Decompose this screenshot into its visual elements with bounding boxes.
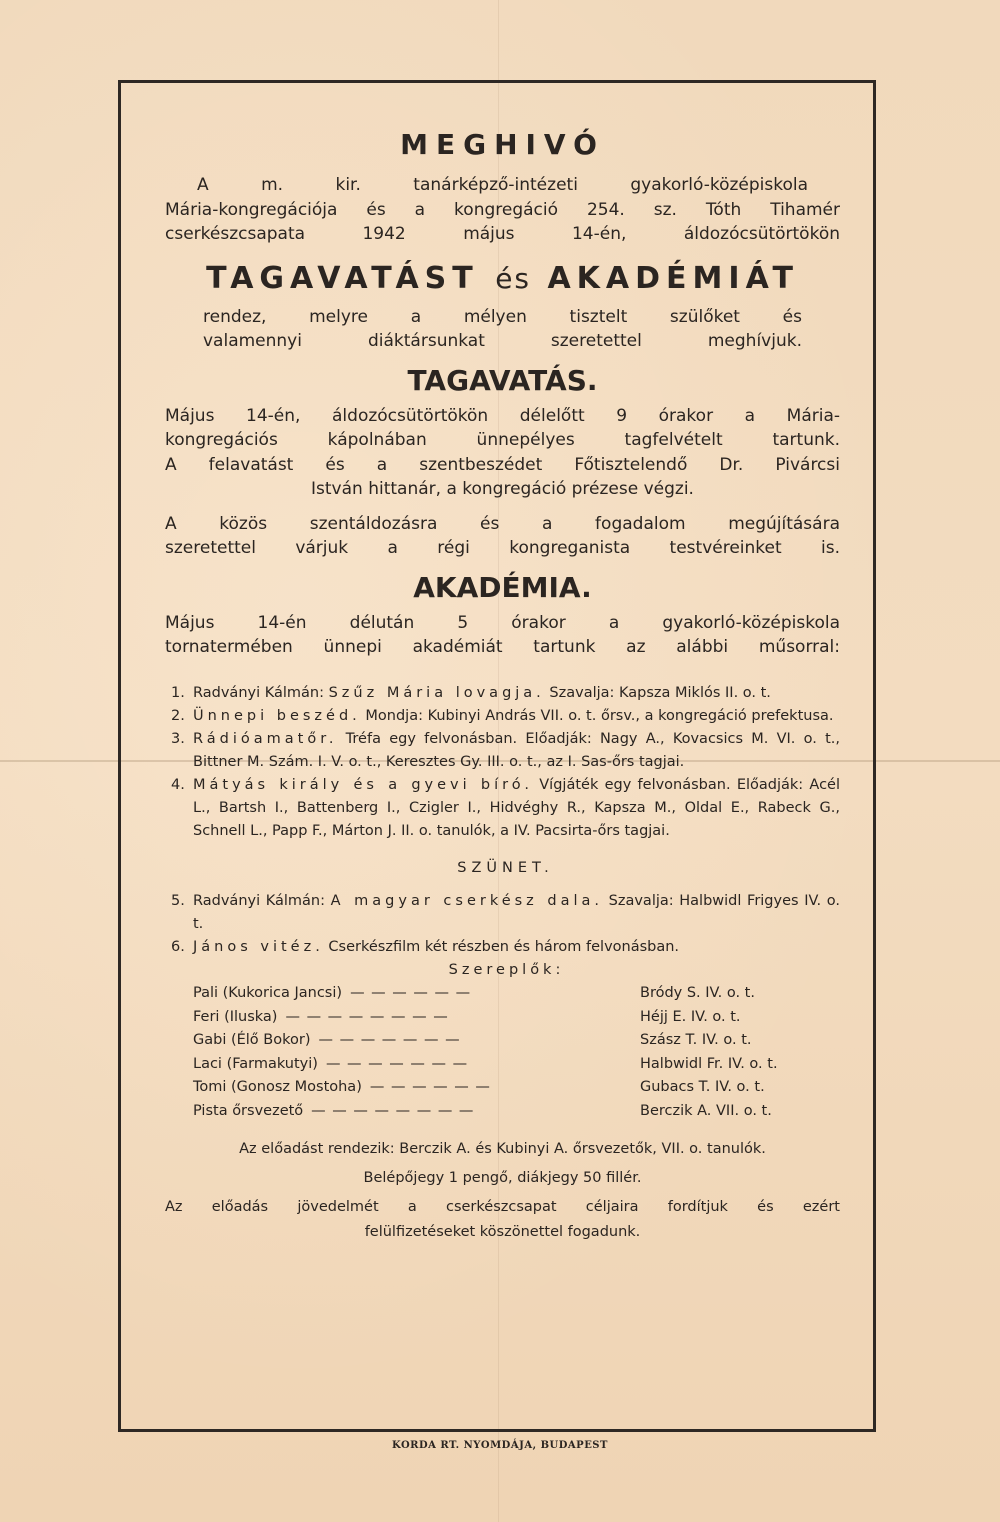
intro-line: A m. kir. tanárképző-intézeti gyakorló-középiskola [197,175,808,195]
program-item [171,936,840,959]
invitation-content [165,120,840,1245]
tagavatas-line: A felavatást és a szentbeszédet Főtisztelendő Dr. Pivárcsi [165,454,840,475]
program-details: Cserkészfilm két részben és három felvonásban. [323,938,680,955]
cast-actor: Gubacs T. IV. o. t. [640,1079,765,1095]
program-author: Radványi Kálmán: [193,892,331,909]
program-number: 2. [171,707,185,724]
program-text [193,774,840,843]
program-list [165,682,840,959]
cast-actor: Bródy S. IV. o. t. [640,985,755,1001]
program-author: Radványi Kálmán: [193,684,329,701]
program-text [193,936,840,959]
headline-part2: AKADÉMIÁT [547,260,799,296]
program-number: 3. [171,730,185,747]
footer-proceeds-line: felülfizetéseket köszönettel fogadunk. [364,1224,641,1240]
akademia-line: tornatermében ünnepi akadémiát tartunk az alábbi műsorral: [165,637,840,657]
cast-dashes: — — — — — — [350,985,472,1001]
cast-row [193,1076,840,1100]
program-item [171,682,840,705]
tagavatas-paragraph [165,404,840,561]
program-details: Szavalja: Halbwidl Frigyes IV. o. t. [193,892,840,932]
printer-imprint: KORDA RT. NYOMDÁJA, BUDAPEST [392,1440,608,1451]
cast-role: Feri (Iluska) [193,1008,278,1025]
program-details: Mondja: Kubinyi András VII. o. t. őrsv., a kongregáció prefektusa. [360,707,834,724]
cast-actor: Berczik A. VII. o. t. [640,1102,772,1119]
cast-list [165,959,840,1124]
program-details: Tréfa egy felvonásban. Előadják: Nagy A., Kovacsics M. VI. o. t., Bittner M. Szám. I. V. o. t., Keresztes Gy. III. o. t., az I. Sas-őrs tagjai. [193,730,840,770]
cast-role: Tomi (Gonosz Mostoha) [193,1079,362,1095]
cast-dashes: — — — — — — — — [285,1008,449,1025]
program-number: 4. [171,776,185,793]
section-heading-akademia: AKADÉMIA. [413,570,592,604]
akademia-line: Május 14-én délután 5 órakor a gyakorló-középiskola [165,612,840,633]
tagavatas-line: szeretettel várjuk a régi kongreganista testvéreinket is. [165,538,840,558]
program-title: A magyar cserkész dala. [330,892,604,909]
cast-actor: Szász T. IV. o. t. [640,1032,752,1048]
tagavatas-line: A közös szentáldozásra és a fogadalom megújítására [165,513,840,534]
tagavatas-line: kongregációs kápolnában ünnepélyes tagfelvételt tartunk. [165,430,840,450]
intro-paragraph [165,173,840,247]
program-text [193,728,840,774]
footer-proceeds-line: Az előadás jövedelmét a cserkészcsapat céljaira fordítjuk és ezért [165,1199,840,1215]
program-item [171,774,840,843]
intermission-label: SZÜNET. [457,859,554,876]
footer-tickets: Belépőjegy 1 pengő, diákjegy 50 fillér. [363,1170,642,1186]
program-item [171,890,840,936]
cast-dashes: — — — — — — — [318,1032,461,1048]
cast-dashes: — — — — — — — — [311,1102,475,1119]
event-headline [165,261,840,297]
invite-line: valamennyi diáktársunkat szeretettel meghívjuk. [203,331,802,351]
cast-row [193,1100,840,1124]
invite-paragraph [165,305,840,354]
program-text [193,682,840,705]
program-number: 1. [171,684,185,701]
section-heading-tagavatas: TAGAVATÁS. [407,363,598,397]
program-text [193,890,840,936]
cast-role: Pali (Kukorica Jancsi) [193,985,343,1001]
cast-dashes: — — — — — — — [325,1055,469,1072]
document-title: MEGHIVÓ [400,128,605,161]
cast-dashes: — — — — — — [369,1079,491,1095]
program-text [193,705,840,728]
program-details: Vígjáték egy felvonásban. Előadják: Acél L., Bartsh I., Battenberg I., Czigler I., Hidvéghy R., Kapsza M., Oldal E., Rabeck G., Schnell L., Papp F., Márton J. II. o. tanulók, a IV. Pacsirta-őrs tagjai. [193,776,840,839]
cast-heading: Szereplők: [448,961,565,978]
cast-row [193,1029,840,1053]
tagavatas-line: Május 14-én, áldozócsütörtökön délelőtt 9 órakor a Mária- [165,405,840,426]
program-number: 5. [171,892,185,909]
headline-and: és [495,261,532,295]
program-item [171,705,840,728]
cast-row [193,1053,840,1077]
program-title: Rádióamatőr. [193,730,338,747]
invite-line: rendez, melyre a mélyen tisztelt szülőket és [203,306,802,327]
cast-row [193,982,840,1006]
intro-line: cserkészcsapata 1942 május 14-én, áldozócsütörtökön [165,224,840,244]
program-title: János vitéz. [193,938,324,955]
cast-role: Pista őrsvezető [193,1102,304,1119]
cast-actor: Héjj E. IV. o. t. [640,1008,741,1025]
program-title: Ünnepi beszéd. [193,707,361,724]
footer-notes [165,1137,840,1245]
program-details: Szavalja: Kapsza Miklós II. o. t. [544,684,771,701]
footer-directors: Az előadást rendezik: Berczik A. és Kubinyi A. őrsvezetők, VII. o. tanulók. [239,1141,766,1157]
cast-role: Gabi (Élő Bokor) [193,1032,311,1048]
tagavatas-line: István hittanár, a kongregáció prézese végzi. [311,479,694,499]
program-number: 6. [171,938,185,955]
program-title: Szűz Mária lovagja. [328,684,545,701]
program-item [171,728,840,774]
cast-role: Laci (Farmakutyi) [193,1055,318,1072]
program-title: Mátyás király és a gyevi bíró. [193,776,534,793]
cast-row [193,1006,840,1030]
akademia-paragraph [165,611,840,660]
intro-line: Mária-kongregációja és a kongregáció 254. sz. Tóth Tihamér [165,199,840,220]
cast-actor: Halbwidl Fr. IV. o. t. [640,1055,778,1072]
headline-part1: TAGAVATÁST [206,260,479,296]
